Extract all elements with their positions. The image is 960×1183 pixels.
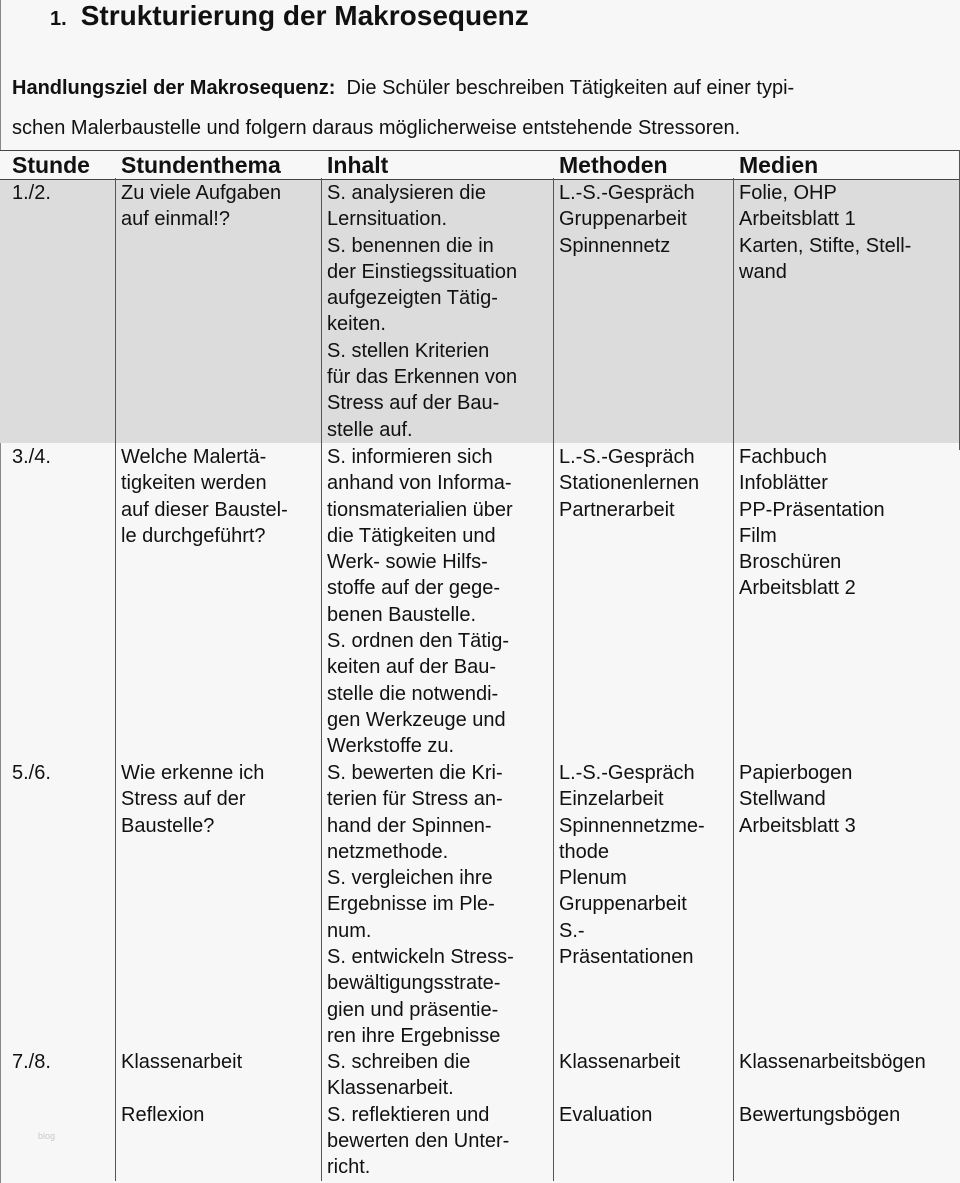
cell-line: tionsmaterialien über — [327, 498, 513, 521]
cell-line: le durchgeführt? — [121, 524, 266, 547]
cell-line: gen Werkzeuge und — [327, 708, 506, 731]
cell-line: Plenum — [559, 867, 627, 890]
cell-line: thode — [559, 840, 610, 863]
cell-inhalt — [327, 444, 549, 759]
cell-line: Spinnennetz — [559, 234, 671, 257]
cell-line: Karten, Stifte, Stell- — [739, 234, 912, 257]
cell-line: bewerten den Unter- — [327, 1129, 510, 1152]
cell-line: S. stellen Kriterien — [327, 339, 490, 362]
cell-line: Stress auf der Bau- — [327, 392, 500, 415]
cell-inhalt — [327, 760, 549, 1048]
cell-line: S. analysieren die — [327, 182, 486, 204]
cell-line: Partnerarbeit — [559, 498, 675, 521]
cell-medien — [739, 760, 959, 1048]
table-row — [0, 760, 960, 1048]
cell-methoden — [559, 1049, 734, 1181]
cell-line: Klassenarbeit — [559, 1051, 681, 1073]
cell-medien — [739, 1049, 959, 1181]
cell-line: Welche Malertä- — [121, 446, 267, 468]
cell-thema — [121, 444, 316, 759]
column-divider — [553, 178, 554, 1181]
cell-line: anhand von Informa- — [327, 472, 512, 495]
cell-line: Arbeitsblatt 1 — [739, 208, 856, 231]
table-row — [0, 1049, 960, 1181]
cell-line: L.-S.-Gespräch — [559, 762, 695, 784]
cell-stunde — [12, 760, 112, 1048]
action-goal-text-1: Die Schüler beschreiben Tätigkeiten auf einer typi- — [346, 77, 795, 99]
cell-line: wand — [739, 260, 787, 283]
cell-methoden — [559, 444, 734, 759]
header-methoden: Methoden — [559, 152, 668, 178]
cell-line: PP-Präsentation — [739, 498, 885, 521]
cell-line: auf dieser Baustel- — [121, 498, 288, 521]
cell-line: Klassenarbeitsbögen — [739, 1051, 926, 1073]
cell-line: S. schreiben die — [327, 1051, 471, 1073]
cell-line: Stress auf der — [121, 788, 246, 811]
cell-line: Evaluation — [559, 1103, 653, 1126]
cell-line: Baustelle? — [121, 814, 215, 837]
cell-line: Spinnennetzme- — [559, 814, 705, 837]
cell-line: Folie, OHP — [739, 182, 837, 204]
cell-line: L.-S.-Gespräch — [559, 446, 695, 468]
cell-medien — [739, 180, 959, 443]
cell-line: Arbeitsblatt 2 — [739, 577, 856, 600]
cell-thema — [121, 760, 316, 1048]
cell-line: Stellwand — [739, 788, 826, 811]
action-goal-label: Handlungsziel der Makrosequenz: — [12, 77, 336, 99]
cell-line: die Tätigkeiten und — [327, 524, 496, 547]
table-row — [0, 444, 960, 759]
cell-line: terien für Stress an- — [327, 788, 503, 811]
watermark: blog — [38, 1131, 56, 1141]
cell-line: für das Erkennen von — [327, 366, 518, 389]
cell-line: S. benennen die in — [327, 234, 494, 257]
cell-line: Gruppenarbeit — [559, 893, 687, 916]
cell-line: Werk- sowie Hilfs- — [327, 551, 488, 574]
header-stundenthema: Stundenthema — [121, 152, 281, 178]
cell-line: der Einstiegssituation — [327, 260, 518, 283]
cell-methoden — [559, 760, 734, 1048]
cell-line: S. entwickeln Stress- — [327, 946, 514, 969]
cell-inhalt — [327, 1049, 549, 1181]
cell-line: hand der Spinnen- — [327, 814, 492, 837]
cell-line: Klassenarbeit. — [327, 1077, 454, 1100]
cell-line: Reflexion — [121, 1103, 205, 1126]
cell-line: S. vergleichen ihre — [327, 867, 493, 890]
cell-line: auf einmal!? — [121, 208, 230, 231]
cell-line: 5./6. — [12, 762, 51, 784]
section-title — [50, 0, 529, 37]
table-header — [0, 150, 960, 180]
cell-thema — [121, 1049, 316, 1181]
cell-line: Fachbuch — [739, 446, 827, 468]
cell-line: S. informieren sich — [327, 446, 493, 468]
cell-line: 3./4. — [12, 446, 51, 468]
cell-line: 7./8. — [12, 1051, 51, 1073]
section-title-text: Strukturierung der Makrosequenz — [80, 0, 529, 31]
cell-line: Bewertungsbögen — [739, 1103, 901, 1126]
cell-line: S. ordnen den Tätig- — [327, 630, 509, 653]
cell-line — [739, 1075, 959, 1101]
cell-line: Papierbogen — [739, 762, 853, 784]
cell-line: stelle auf. — [327, 418, 413, 441]
cell-line: stoffe auf der gege- — [327, 577, 501, 600]
cell-line: Film — [739, 524, 777, 547]
cell-line: gien und präsentie- — [327, 998, 499, 1021]
cell-line: Stationenlernen — [559, 472, 700, 495]
cell-line: 1./2. — [12, 182, 51, 204]
cell-line: Broschüren — [739, 551, 842, 574]
cell-stunde — [12, 444, 112, 759]
cell-line: Ergebnisse im Ple- — [327, 893, 495, 916]
cell-line: Infoblätter — [739, 472, 828, 495]
cell-line: L.-S.-Gespräch — [559, 182, 695, 204]
cell-line: bewältigungsstrate- — [327, 972, 501, 995]
section-number: 1. — [50, 8, 67, 30]
cell-line: Präsentationen — [559, 946, 694, 969]
header-stunde: Stunde — [12, 152, 90, 178]
cell-line: benen Baustelle. — [327, 603, 477, 626]
cell-line: Werkstoffe zu. — [327, 735, 455, 758]
cell-line: stelle die notwendi- — [327, 682, 499, 705]
cell-line: Wie erkenne ich — [121, 762, 265, 784]
cell-stunde — [12, 1049, 112, 1181]
cell-line: aufgezeigten Tätig- — [327, 287, 498, 310]
column-divider — [115, 178, 116, 1181]
header-medien: Medien — [739, 152, 819, 178]
cell-stunde — [12, 180, 112, 443]
cell-line — [559, 1075, 734, 1101]
cell-line: tigkeiten werden — [121, 472, 267, 495]
table-row — [0, 180, 960, 443]
action-goal — [12, 68, 912, 148]
cell-line: Lernsituation. — [327, 208, 448, 231]
cell-line: Einzelarbeit — [559, 788, 664, 811]
cell-thema — [121, 180, 316, 443]
cell-line: S. reflektieren und — [327, 1103, 490, 1126]
cell-line: keiten. — [327, 313, 386, 336]
cell-medien — [739, 444, 959, 759]
cell-line: netzmethode. — [327, 840, 449, 863]
header-inhalt: Inhalt — [327, 152, 389, 178]
cell-line: Zu viele Aufgaben — [121, 182, 282, 204]
column-divider — [733, 178, 734, 1181]
cell-line: Arbeitsblatt 3 — [739, 814, 856, 837]
cell-line: keiten auf der Bau- — [327, 656, 496, 679]
action-goal-text-2: schen Malerbaustelle und folgern daraus möglicherweise entstehende Stressoren. — [12, 117, 741, 139]
cell-line: S.- — [559, 919, 585, 942]
cell-inhalt — [327, 180, 549, 443]
cell-line — [121, 1075, 316, 1101]
cell-line: ren ihre Ergebnisse — [327, 1024, 501, 1047]
cell-methoden — [559, 180, 734, 443]
cell-line: Gruppenarbeit — [559, 208, 687, 231]
action-goal-line-1 — [12, 68, 912, 108]
cell-line: richt. — [327, 1156, 371, 1179]
cell-line: S. bewerten die Kri- — [327, 762, 503, 784]
cell-line: num. — [327, 919, 372, 942]
column-divider — [321, 178, 322, 1181]
cell-line: Klassenarbeit — [121, 1051, 243, 1073]
